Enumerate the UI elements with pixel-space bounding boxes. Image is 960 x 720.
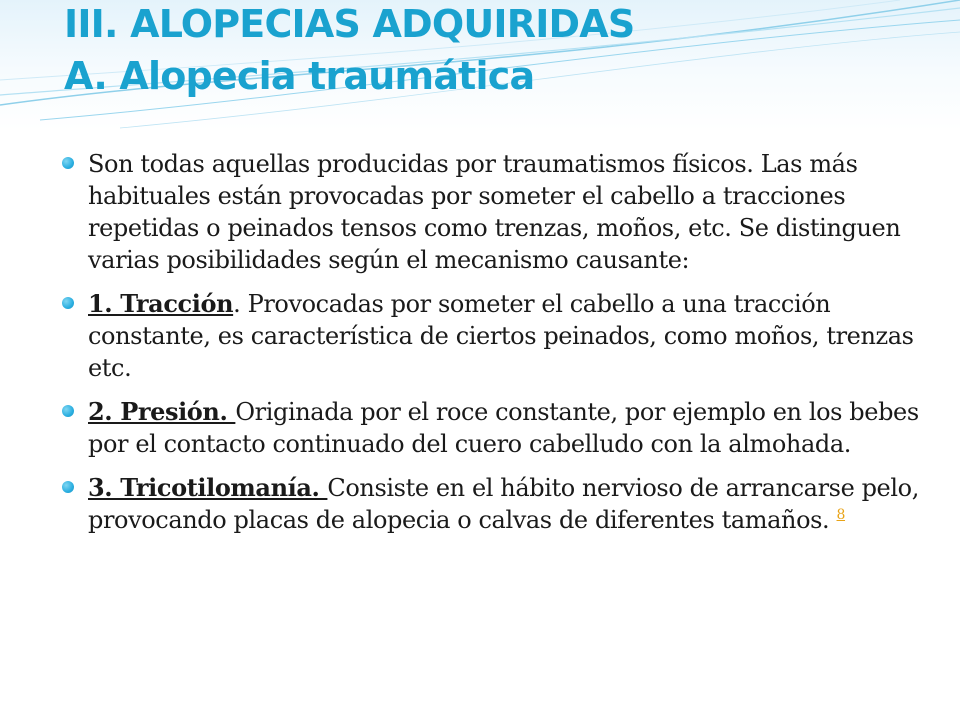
title-line-1: III. ALOPECIAS ADQUIRIDAS: [64, 2, 635, 46]
bullet-text: Son todas aquellas producidas por traumatismos físicos. Las más habituales están provocadas por someter el cabello a tracciones repetidas o peinados tensos como trenzas, moños, etc. Se distinguen varias posibilidades según el mecanismo causante:: [88, 150, 901, 274]
bullet-item-presion: [60, 396, 920, 460]
bullet-dot-icon: [62, 405, 74, 417]
bullet-dot-icon: [62, 481, 74, 493]
bullet-item-tricotilomania: [60, 472, 920, 536]
bullet-term: 1. Tracción: [88, 289, 234, 318]
bullet-text: Consiste en el hábito nervioso de arrancarse pelo, provocando placas de alopecia o calvas de diferentes tamaños.: [88, 474, 919, 534]
bullet-term: 3. Tricotilomanía.: [88, 473, 328, 502]
bullet-list: [60, 148, 920, 548]
bullet-text: Originada por el roce constante, por ejemplo en los bebes por el contacto continuado del cuero cabelludo con la almohada.: [88, 398, 919, 458]
bullet-item-traccion: [60, 288, 920, 384]
bullet-item-intro: [60, 148, 920, 276]
reference-link[interactable]: 8: [836, 507, 846, 523]
slide-title: [64, 2, 944, 98]
bullet-dot-icon: [62, 157, 74, 169]
title-line-2: A. Alopecia traumática: [64, 54, 535, 98]
bullet-dot-icon: [62, 297, 74, 309]
bullet-text: . Provocadas por someter el cabello a una tracción constante, es característica de ciertos peinados, como moños, trenzas etc.: [88, 290, 914, 382]
bullet-term: 2. Presión.: [88, 397, 236, 426]
